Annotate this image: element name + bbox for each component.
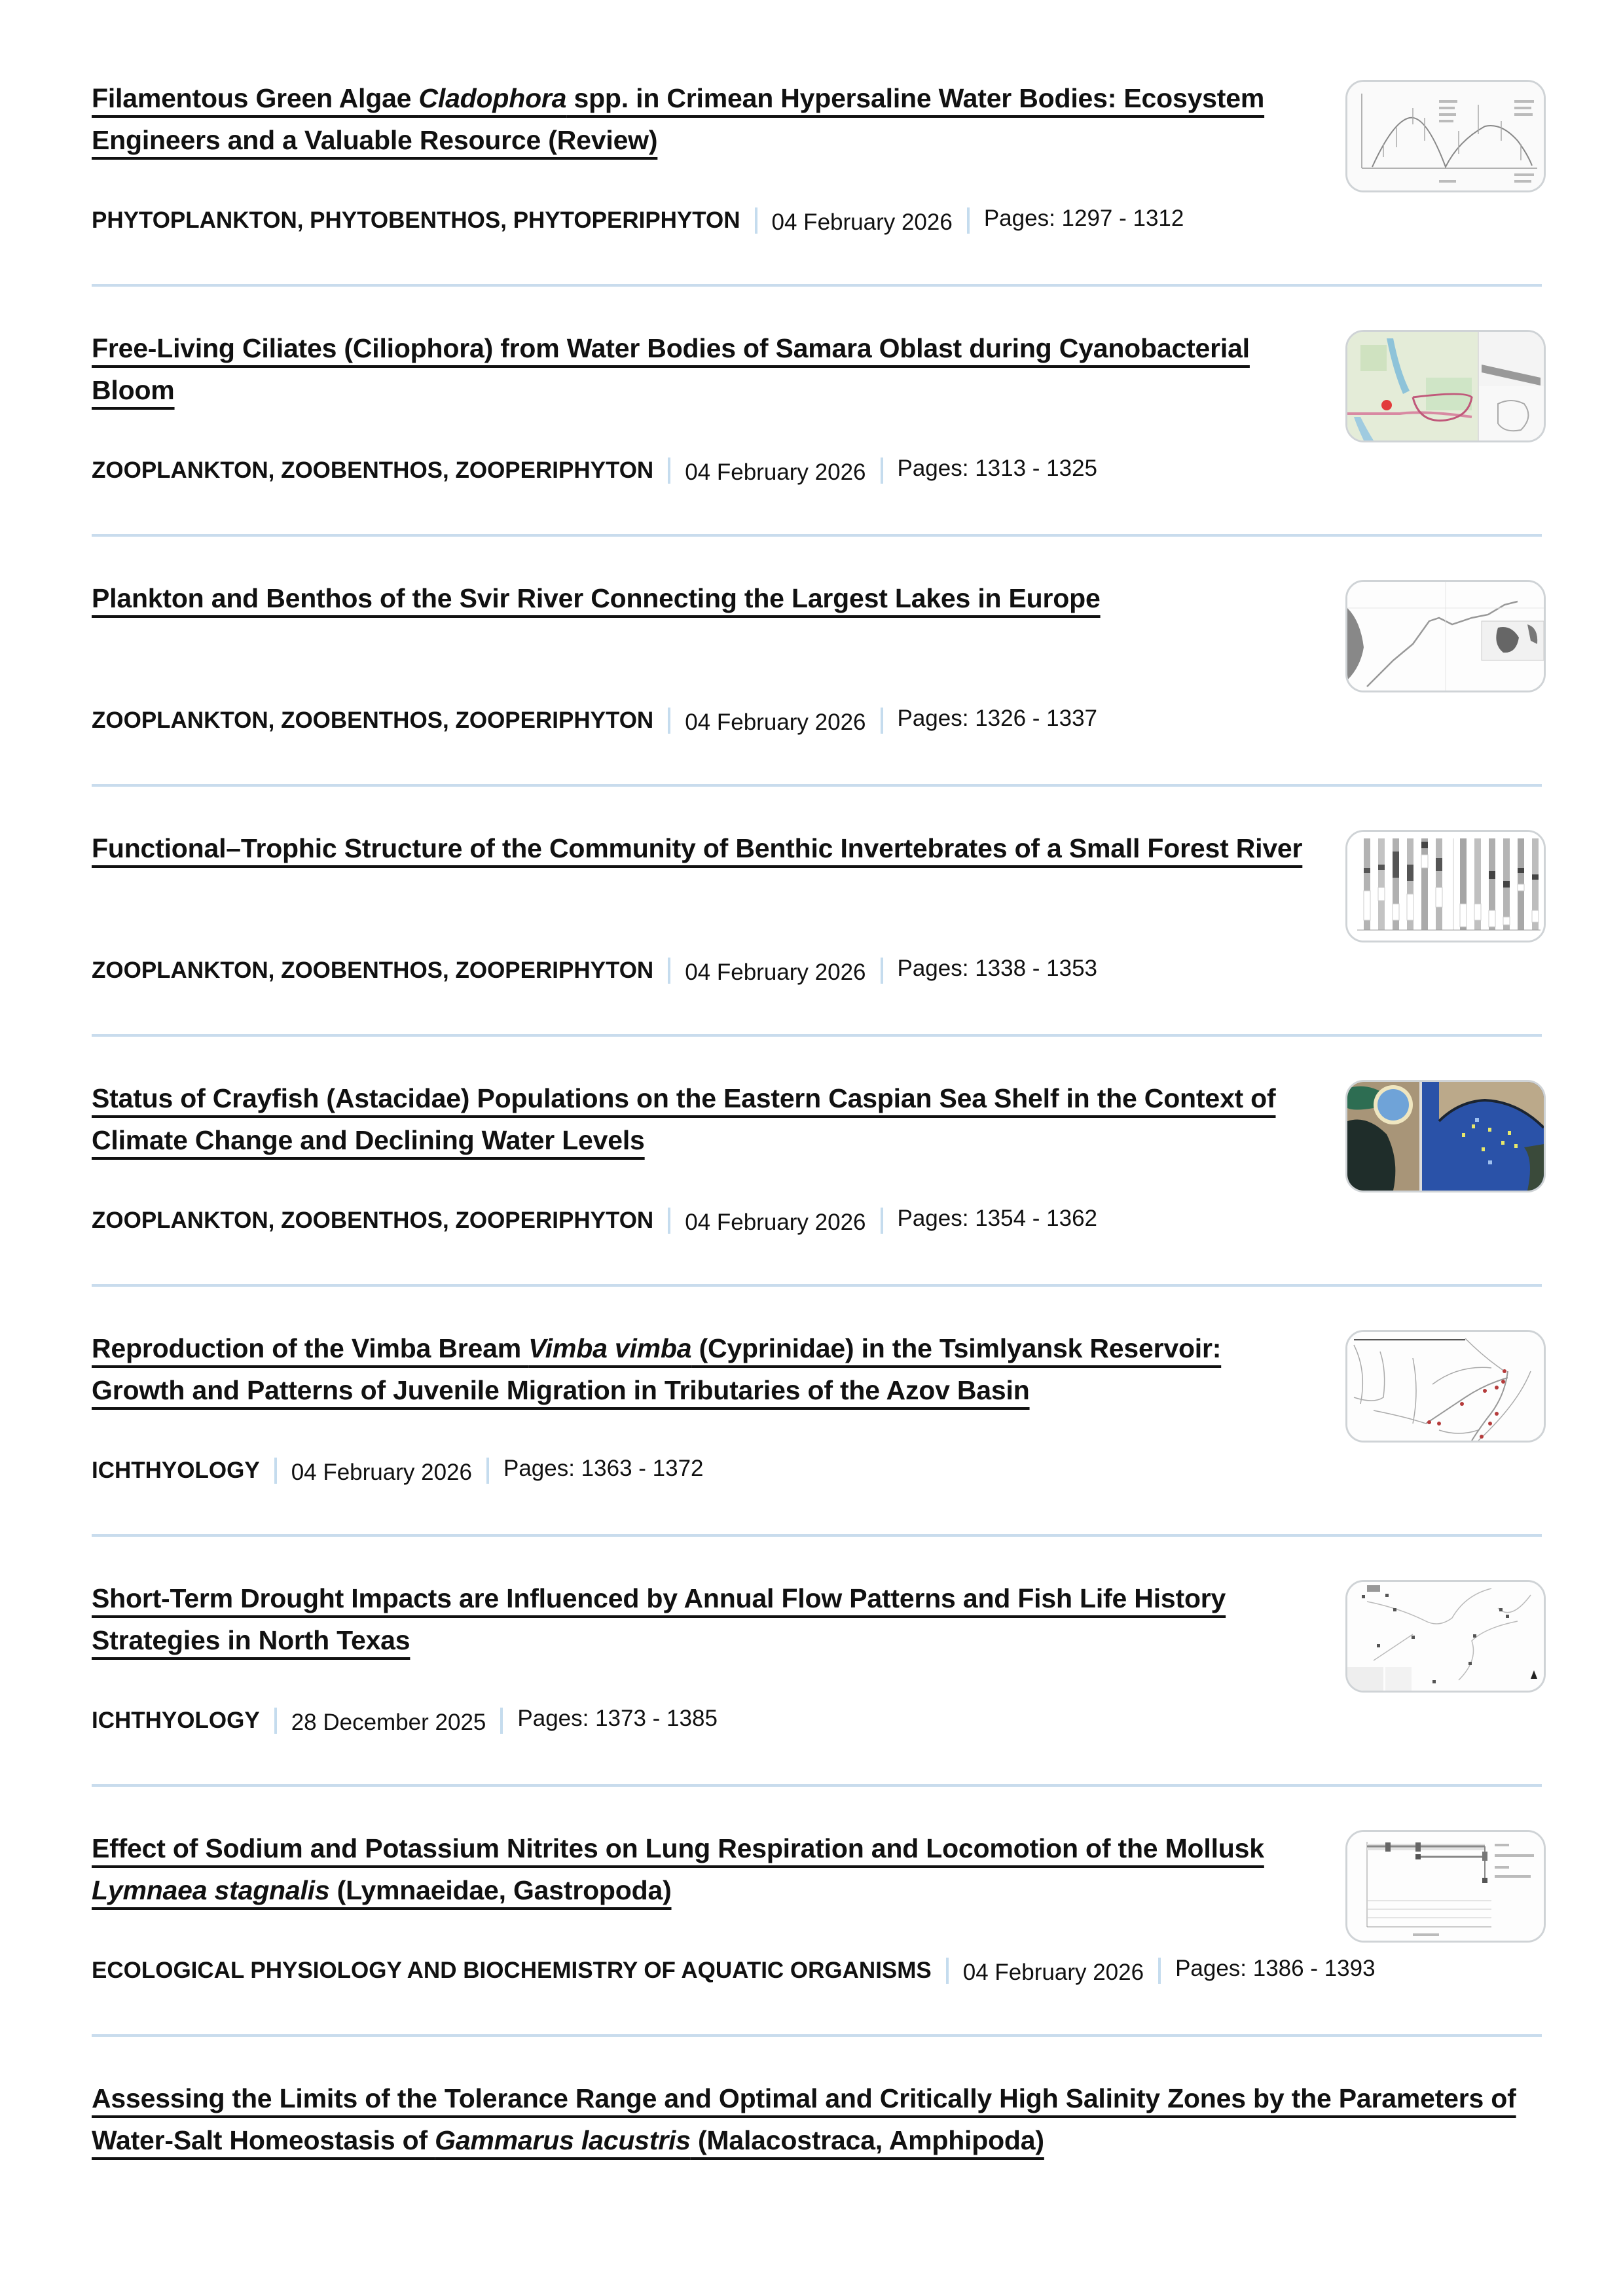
article-title <box>92 1827 1309 1911</box>
article-title-link[interactable] <box>92 1583 1226 1655</box>
meta-separator <box>274 1458 277 1484</box>
curve-chart-thumbnail[interactable] <box>1345 80 1546 192</box>
section-label: ZOOPLANKTON, ZOOBENTHOS, ZOOPERIPHYTON <box>92 708 654 733</box>
tributary-map-graphic <box>1347 1332 1544 1441</box>
sites-map-graphic <box>1347 1582 1544 1691</box>
article-meta <box>92 954 1097 987</box>
tributary-map-thumbnail[interactable] <box>1345 1330 1546 1443</box>
title-text: Effect of Sodium and Potassium Nitrites on Lung Respiration and Locomotion of the Mollusk <box>92 1833 1264 1863</box>
meta-separator <box>967 207 970 234</box>
meta-separator <box>274 1708 277 1734</box>
article-title <box>92 327 1309 411</box>
publication-date: 04 February 2026 <box>291 1460 472 1485</box>
meta-separator <box>486 1458 489 1484</box>
title-text: Plankton and Benthos of the Svir River Connecting the Largest Lakes in Europe <box>92 583 1101 613</box>
section-label: ZOOPLANKTON, ZOOBENTHOS, ZOOPERIPHYTON <box>92 457 654 483</box>
publication-date: 04 February 2026 <box>685 1210 866 1235</box>
article-meta <box>92 454 1097 487</box>
meta-separator <box>881 958 883 984</box>
article-title-link[interactable] <box>92 833 1302 863</box>
article-title <box>92 77 1309 161</box>
river-map-thumbnail[interactable] <box>1345 580 1546 692</box>
title-italic-text: Gammarus lacustris <box>435 2125 691 2155</box>
meta-separator <box>500 1708 503 1734</box>
satellite-map-graphic <box>1347 1082 1544 1191</box>
title-text: Assessing the Limits of the Tolerance Range and Optimal and Critically High Salinity Zones by the Parameters of Water-Salt Homeostasis of <box>92 2083 1516 2155</box>
article-title-link[interactable] <box>92 1333 1221 1405</box>
article-item <box>92 750 1542 1000</box>
meta-separator <box>668 1208 670 1234</box>
river-map-graphic <box>1347 582 1544 691</box>
meta-separator <box>1158 1958 1161 1984</box>
page-range: Pages: 1313 - 1325 <box>897 456 1098 481</box>
curve-chart-graphic <box>1347 82 1544 190</box>
title-text: Filamentous Green Algae <box>92 83 419 113</box>
meta-separator <box>881 457 883 484</box>
color-map-thumbnail[interactable] <box>1345 330 1546 442</box>
article-item <box>92 2000 1542 2250</box>
page-range: Pages: 1354 - 1362 <box>897 1206 1098 1231</box>
stacked-bar-thumbnail[interactable] <box>1345 830 1546 942</box>
page-range: Pages: 1363 - 1372 <box>503 1456 704 1481</box>
article-title-link[interactable] <box>92 2083 1516 2155</box>
title-text: (Malacostraca, Amphipoda) <box>690 2125 1044 2155</box>
article-item <box>92 1500 1542 1750</box>
article-item <box>92 1250 1542 1500</box>
title-text: (Lymnaeidae, Gastropoda) <box>329 1875 672 1905</box>
page-range: Pages: 1338 - 1353 <box>897 956 1098 981</box>
article-title <box>92 1577 1309 1661</box>
article-meta <box>92 1704 718 1737</box>
section-label: ZOOPLANKTON, ZOOBENTHOS, ZOOPERIPHYTON <box>92 1208 654 1233</box>
title-text: Status of Crayfish (Astacidae) Populations on the Eastern Caspian Sea Shelf in the Context of Climate Change and Declining Water Levels <box>92 1083 1276 1155</box>
meta-separator <box>881 1208 883 1234</box>
page-range: Pages: 1373 - 1385 <box>517 1706 718 1731</box>
section-label: PHYTOPLANKTON, PHYTOBENTHOS, PHYTOPERIPHYTON <box>92 207 740 233</box>
article-title <box>92 827 1309 869</box>
survival-chart-graphic <box>1347 1832 1544 1941</box>
publication-date: 04 February 2026 <box>771 209 953 235</box>
article-title <box>92 577 1309 619</box>
article-item <box>92 1000 1542 1250</box>
section-label: ECOLOGICAL PHYSIOLOGY AND BIOCHEMISTRY OF AQUATIC ORGANISMS <box>92 1958 932 1983</box>
article-meta <box>92 704 1097 737</box>
publication-date: 04 February 2026 <box>685 459 866 485</box>
article-title-link[interactable] <box>92 583 1101 613</box>
title-italic-text: Vimba vimba <box>528 1333 692 1363</box>
title-text: Free-Living Ciliates (Ciliophora) from Water Bodies of Samara Oblast during Cyanobacterial Bloom <box>92 333 1250 405</box>
article-title <box>92 2077 1542 2161</box>
article-title-link[interactable] <box>92 1833 1264 1905</box>
title-italic-text: Cladophora <box>418 83 567 113</box>
article-item <box>92 1750 1542 2000</box>
title-text: (Cyprinidae) in the Tsimlyansk Reservoir: Growth and Patterns of Juvenile Migration in Tributaries of the Azov Basin <box>92 1333 1222 1405</box>
article-meta <box>92 1204 1097 1237</box>
survival-chart-thumbnail[interactable] <box>1345 1830 1546 1943</box>
article-title <box>92 1077 1336 1161</box>
title-text: Functional–Trophic Structure of the Community of Benthic Invertebrates of a Small Forest River <box>92 833 1303 863</box>
meta-separator <box>946 1958 949 1984</box>
page-range: Pages: 1386 - 1393 <box>1175 1956 1376 1981</box>
publication-date: 28 December 2025 <box>291 1710 486 1735</box>
sites-map-thumbnail[interactable] <box>1345 1580 1546 1693</box>
section-label: ZOOPLANKTON, ZOOBENTHOS, ZOOPERIPHYTON <box>92 958 654 983</box>
article-meta <box>92 1954 1376 1987</box>
stacked-bar-graphic <box>1347 832 1544 941</box>
article-item <box>92 0 1542 250</box>
article-title-link[interactable] <box>92 333 1250 405</box>
color-map-graphic <box>1347 332 1544 440</box>
publication-date: 04 February 2026 <box>685 709 866 735</box>
article-meta <box>92 1454 704 1487</box>
title-italic-text: Lymnaea stagnalis <box>92 1875 330 1905</box>
article-title-link[interactable] <box>92 1083 1275 1155</box>
satellite-map-thumbnail[interactable] <box>1345 1080 1546 1193</box>
page-range: Pages: 1297 - 1312 <box>983 206 1184 231</box>
meta-separator <box>668 457 670 484</box>
meta-separator <box>668 958 670 984</box>
publication-date: 04 February 2026 <box>962 1960 1144 1985</box>
title-text: spp. in Crimean Hypersaline Water Bodies: Ecosystem Engineers and a Valuable Resource (Review) <box>92 83 1265 155</box>
article-title <box>92 1327 1309 1411</box>
meta-separator <box>668 708 670 734</box>
section-label: ICHTHYOLOGY <box>92 1458 260 1483</box>
article-item <box>92 500 1542 750</box>
article-meta <box>92 204 1184 237</box>
title-text: Reproduction of the Vimba Bream <box>92 1333 529 1363</box>
page-range: Pages: 1326 - 1337 <box>897 706 1098 731</box>
publication-date: 04 February 2026 <box>685 960 866 985</box>
article-title-link[interactable] <box>92 83 1264 155</box>
section-label: ICHTHYOLOGY <box>92 1708 260 1733</box>
article-item <box>92 250 1542 500</box>
meta-separator <box>881 708 883 734</box>
meta-separator <box>755 207 757 234</box>
title-text: Short-Term Drought Impacts are Influenced by Annual Flow Patterns and Fish Life History Strategies in North Texas <box>92 1583 1226 1655</box>
